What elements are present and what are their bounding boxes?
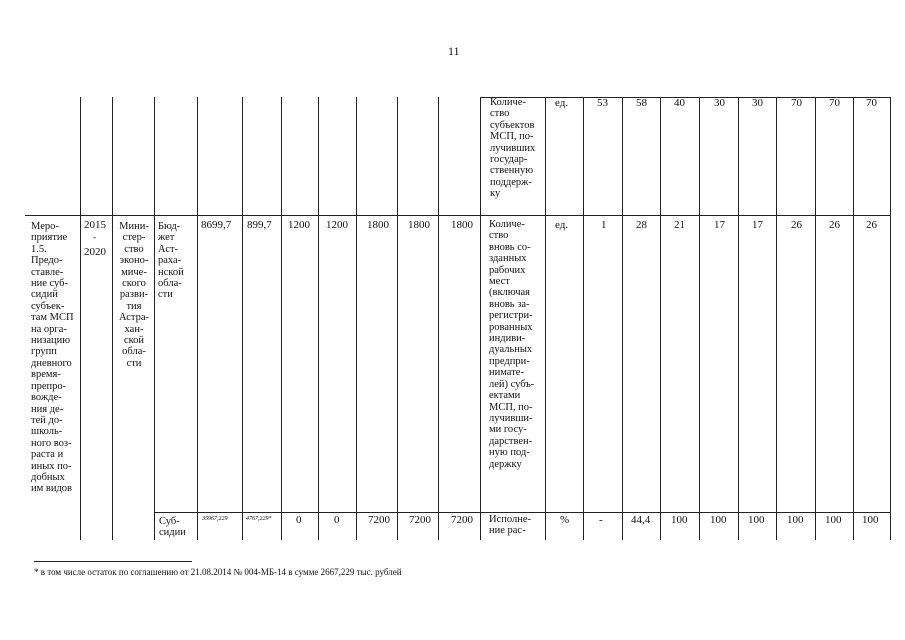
table-hline: [25, 215, 891, 216]
table-vline: [815, 97, 816, 540]
row1-indicator: Количе- ство субъектов МСП, по- лучивших государ- ственную поддерж- ку: [490, 97, 536, 200]
footnote: * в том числе остаток по соглашению от 21.08.2014 № 004-МБ-14 в сумме 2667,229 тыс. рублей: [34, 567, 402, 577]
table-vline: [356, 97, 357, 540]
row2-value-1: 1: [601, 219, 607, 231]
row2-value-8: 26: [866, 219, 877, 231]
table-hline: [154, 512, 891, 513]
row3-amount-total: 35967,229: [202, 516, 228, 522]
row3-amount-2019: 7200: [409, 514, 431, 526]
table-vline: [622, 97, 623, 540]
measure-description: Меро- приятие 1.5. Предо- ставле- ние суб- сидий субъек- там МСП на орга- низацию групп дневного время- препро- вожде- ния де- тей до- школь- ного воз- раста и иных по- добных им видов: [31, 221, 74, 495]
row1-value-5: 30: [752, 97, 763, 109]
table-vline: [660, 97, 661, 540]
period-dash: -: [93, 232, 96, 242]
row3-indicator: Исполне- ние рас-: [489, 514, 531, 537]
row3-amount-2017: 0: [334, 514, 340, 526]
row2-unit: ед.: [555, 219, 569, 231]
row3-value-4: 100: [710, 514, 727, 526]
row2-amount-2020: 1800: [451, 219, 473, 231]
table-vline: [242, 97, 243, 540]
table-vline: [776, 97, 777, 540]
row3-value-2: 44,4: [631, 514, 651, 526]
row2-value-6: 26: [791, 219, 802, 231]
table-vline: [583, 97, 584, 540]
table-vline: [197, 97, 198, 540]
table-vline: [699, 97, 700, 540]
row3-value-7: 100: [825, 514, 842, 526]
row3-amount-2016: 0: [296, 514, 302, 526]
row1-value-4: 30: [714, 97, 725, 109]
row3-amount-2020: 7200: [451, 514, 473, 526]
table-vline: [890, 97, 891, 540]
row3-amount-2015: 4767,229*: [246, 516, 272, 522]
table-vline: [318, 97, 319, 540]
row2-amount-2016: 1200: [288, 219, 310, 231]
period-end: 2020: [84, 246, 106, 258]
row2-value-7: 26: [829, 219, 840, 231]
row2-value-5: 17: [752, 219, 763, 231]
table-vline: [281, 97, 282, 540]
row1-value-8: 70: [866, 97, 877, 109]
row2-amount-2017: 1200: [326, 219, 348, 231]
table-vline: [438, 97, 439, 540]
subsidy-source: Суб- сидии: [159, 516, 186, 539]
table-vline: [112, 97, 113, 540]
table-vline: [480, 97, 481, 540]
row3-amount-2018: 7200: [368, 514, 390, 526]
row2-value-4: 17: [714, 219, 725, 231]
table-vline: [545, 97, 546, 540]
table-vline: [154, 97, 155, 540]
row3-value-6: 100: [787, 514, 804, 526]
funding-source: Бюд- жет Аст- раха- нской обла- сти: [158, 221, 184, 301]
row3-value-1: -: [599, 514, 603, 526]
table-vline: [80, 97, 81, 540]
row2-amount-2015: 899,7: [247, 219, 272, 231]
row2-amount-2019: 1800: [408, 219, 430, 231]
row1-value-6: 70: [791, 97, 802, 109]
row3-value-5: 100: [748, 514, 765, 526]
row2-value-2: 28: [636, 219, 647, 231]
footnote-rule: [34, 561, 192, 562]
row3-value-8: 100: [862, 514, 879, 526]
row1-value-1: 53: [597, 97, 608, 109]
row1-value-7: 70: [829, 97, 840, 109]
executor: Мини- стер- ство эконо- миче- ского разви- тия Астра- хан- ской обла- сти: [118, 221, 150, 369]
row2-amount-total: 8699,7: [201, 219, 232, 231]
table-vline: [853, 97, 854, 540]
table-vline: [397, 97, 398, 540]
row3-value-3: 100: [671, 514, 688, 526]
row2-value-3: 21: [674, 219, 685, 231]
row1-unit: ед.: [555, 97, 569, 109]
period-start: 2015: [84, 219, 106, 231]
row3-unit: %: [560, 514, 570, 526]
table-vline: [738, 97, 739, 540]
row1-value-2: 58: [636, 97, 647, 109]
row2-amount-2018: 1800: [367, 219, 389, 231]
row1-value-3: 40: [674, 97, 685, 109]
row2-indicator: Количе- ство вновь со- зданных рабочих мест (включая вновь за- регистри- рованных индиви- дуальных предпри- нимате- лей) субъ- ектами МСП, по- лучивши- ми госу- дарствен- ную под- держку: [489, 219, 535, 470]
page-number: 11: [448, 44, 460, 58]
